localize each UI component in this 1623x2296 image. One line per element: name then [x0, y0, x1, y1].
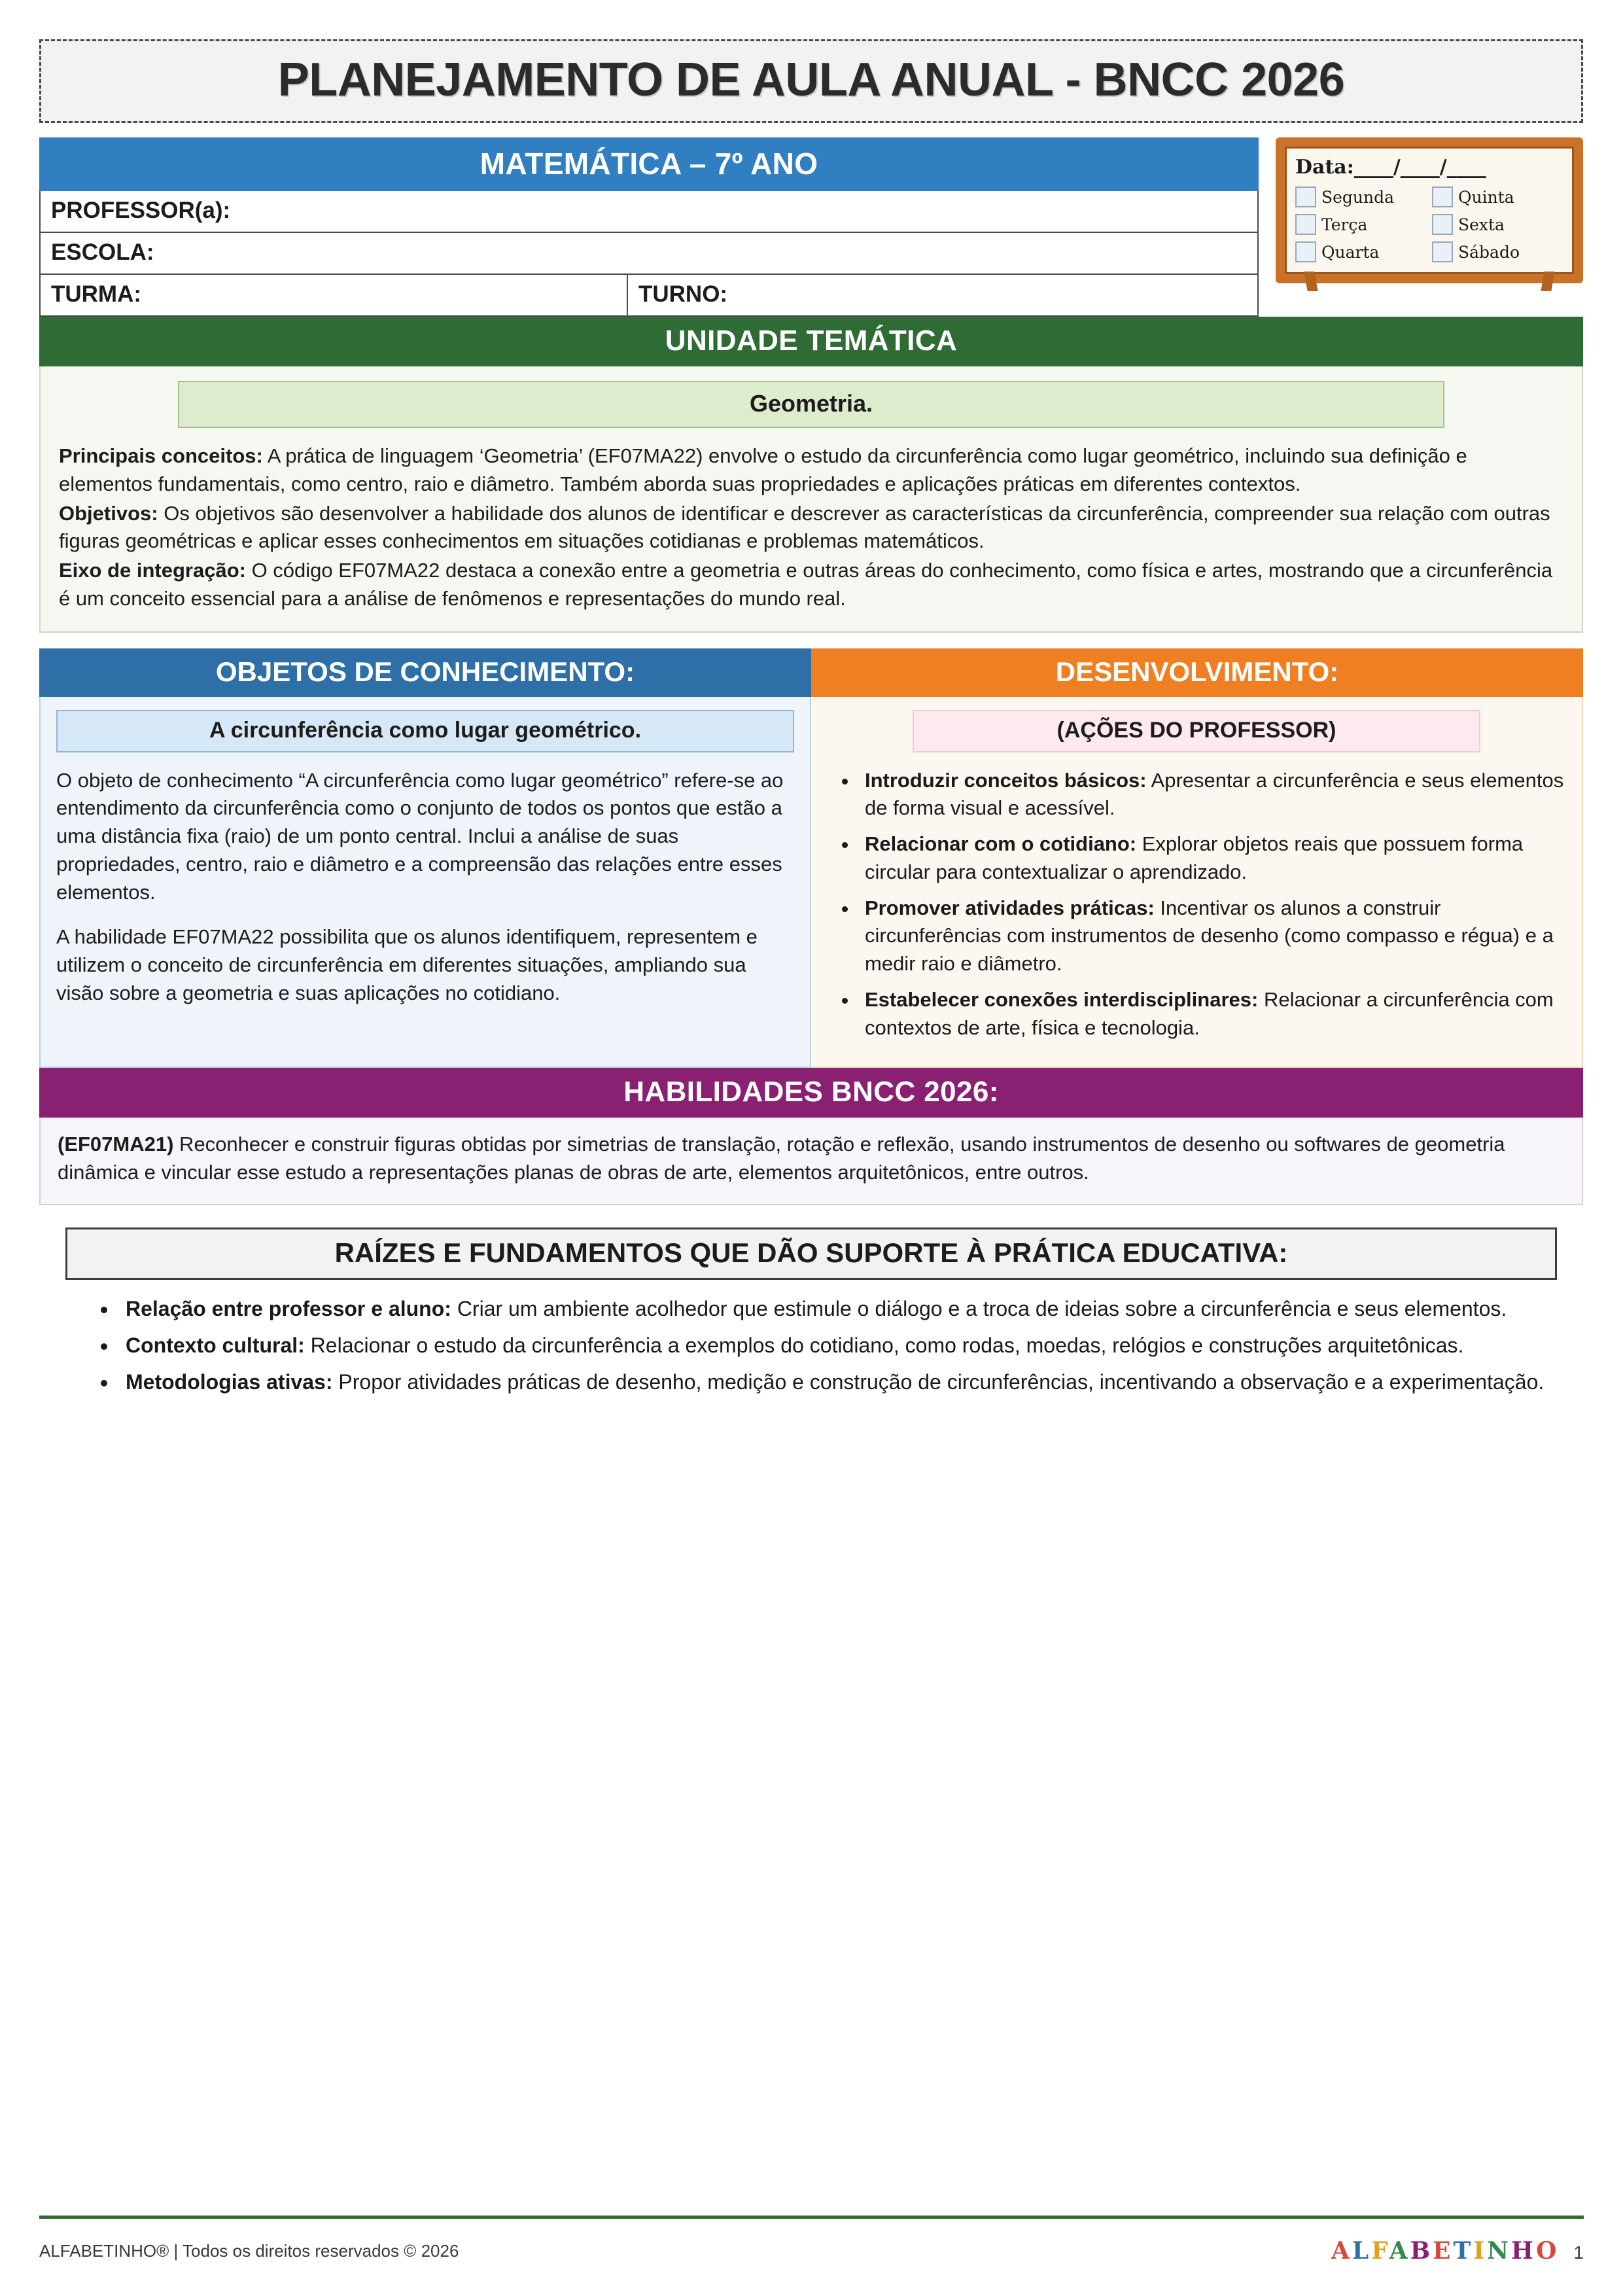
objetos-pill: A circunferência como lugar geométrico.: [56, 710, 794, 752]
document-title-box: [39, 39, 1583, 123]
page-title: PLANEJAMENTO DE AULA ANUAL - BNCC 2026: [277, 54, 1345, 106]
date-label: Data:____/____/____: [1295, 156, 1486, 179]
weekday-item-terca[interactable]: [1295, 214, 1427, 235]
footer-copyright: ALFABETINHO® | Todos os direitos reservados © 2026: [39, 2240, 459, 2261]
list-item: [118, 1368, 1583, 1396]
checkbox-segunda[interactable]: [1295, 186, 1316, 207]
escola-label: ESCOLA:: [51, 239, 154, 265]
habilidades-banner: HABILIDADES BNCC 2026:: [39, 1068, 1583, 1118]
unidade-label-objetivos: Objetivos:: [59, 501, 158, 525]
unidade-text-conceitos: A prática de linguagem ‘Geometria’ (EF07MA22) envolve o estudo da circunferência como lugar geométrico, incluindo sua definição e elementos fundamentais, como centro, raio e diâmetro. Também aborda suas propriedades e aplicações práticas em diferentes contextos.: [59, 444, 1467, 495]
objetos-paragraph-1: O objeto de conhecimento “A circunferência como lugar geométrico” refere-se ao entendimento da circunferência como o conjunto de todos os pontos que estão a uma distância fixa (raio) de um ponto central. Inclui a análise de suas propriedades, centro, raio e diâmetro e a compreensão das relações entre esses elementos.: [56, 768, 784, 904]
weekday-item-segunda[interactable]: [1295, 186, 1427, 207]
raizes-text-0: Criar um ambiente acolhedor que estimule o diálogo e a troca de ideias sobre a circunferência e seus elementos.: [451, 1297, 1507, 1321]
desenvolvimento-list: [827, 767, 1566, 1042]
weekday-item-quarta[interactable]: [1295, 241, 1427, 262]
raizes-text-1: Relacionar o estudo da circunferência a exemplos do cotidiano, como rodas, moedas, relógios e construções arquitetônicas.: [304, 1333, 1464, 1358]
weekday-item-sexta[interactable]: [1432, 214, 1563, 235]
unidade-paragraph-conceitos: [59, 442, 1563, 499]
raizes-label-1: Contexto cultural:: [126, 1333, 305, 1358]
two-column-body: [39, 697, 1583, 1069]
date-board: [1276, 137, 1583, 283]
desenvolvimento-text-1: Explorar objetos reais que possuem forma circular para contextualizar o aprendizado.: [865, 832, 1524, 883]
objetos-banner: OBJETOS DE CONHECIMENTO:: [39, 648, 811, 697]
raizes-section: [39, 1227, 1583, 1396]
weekday-item-sabado[interactable]: [1432, 241, 1563, 262]
desenvolvimento-label-0: Introduzir conceitos básicos:: [865, 768, 1147, 792]
raizes-list: [39, 1294, 1583, 1396]
checkbox-terca[interactable]: [1295, 214, 1316, 235]
habilidades-text: Reconhecer e construir figuras obtidas por simetrias de translação, rotação e reflexão, usando instrumentos de desenho ou softwares de geometria dinâmica e vincular esse estudo a representações planas de obras de arte, elementos arquitetônicos, entre outros.: [58, 1133, 1505, 1184]
unidade-label-eixo: Eixo de integração:: [59, 559, 246, 582]
desenvolvimento-text-3: Relacionar a circunferência com contextos de arte, física e tecnologia.: [865, 987, 1554, 1039]
two-column-headers: [39, 648, 1583, 697]
unidade-tematica-pill: Geometria.: [178, 381, 1444, 428]
weekday-label-segunda: Segunda: [1321, 187, 1395, 207]
list-item: [118, 1331, 1583, 1360]
turma-label: TURMA:: [51, 281, 142, 307]
unidade-label-conceitos: Principais conceitos:: [59, 444, 263, 467]
page-content: [39, 39, 1583, 1404]
desenvolvimento-column: [811, 697, 1583, 1069]
unidade-text-objetivos: Os objetivos são desenvolver a habilidade dos alunos de identificar e descrever as características da circunferência, compreender sua relação com outras figuras geométricas e aplicar esses conhecimentos em situações cotidianas e problemas matemáticos.: [59, 501, 1550, 553]
page-number: 1: [1573, 2242, 1584, 2263]
weekday-checklist: [1295, 186, 1563, 262]
list-item: [858, 767, 1566, 823]
header-row: [39, 137, 1583, 317]
objetos-column: [39, 697, 811, 1069]
weekday-label-quinta: Quinta: [1458, 187, 1514, 207]
raizes-label-0: Relação entre professor e aluno:: [126, 1297, 451, 1321]
raizes-heading: RAÍZES E FUNDAMENTOS QUE DÃO SUPORTE À PRÁTICA EDUCATIVA:: [65, 1227, 1557, 1280]
desenvolvimento-pill: (AÇÕES DO PROFESSOR): [913, 710, 1480, 752]
professor-label: PROFESSOR(a):: [51, 198, 231, 223]
desenvolvimento-label-1: Relacionar com o cotidiano:: [865, 832, 1137, 856]
desenvolvimento-label-2: Promover atividades práticas:: [865, 896, 1155, 919]
turno-label: TURNO:: [627, 275, 1257, 315]
desenvolvimento-banner: DESENVOLVIMENTO:: [811, 648, 1583, 697]
unidade-paragraph-objetivos: [59, 500, 1563, 556]
footer-divider: [39, 2216, 1584, 2219]
checkbox-sexta[interactable]: [1432, 214, 1453, 235]
unidade-text-eixo: O código EF07MA22 destaca a conexão entre a geometria e outras áreas do conhecimento, como física e artes, mostrando que a circunferência é um conceito essencial para a análise de fenômenos e representações do mundo real.: [59, 559, 1553, 610]
checkbox-quinta[interactable]: [1432, 186, 1453, 207]
weekday-label-terca: Terça: [1321, 215, 1368, 234]
objetos-paragraph-2: A habilidade EF07MA22 possibilita que os alunos identifiquem, representem e utilizem o conceito de circunferência em diferentes situações, ampliando sua visão sobre a geometria e suas aplicações no cotidiano.: [56, 925, 758, 1004]
escola-row: [39, 233, 1259, 275]
page-footer: [39, 2237, 1584, 2265]
brand-logo: ALFABETINHO: [1331, 2237, 1560, 2265]
footer-right: [1331, 2237, 1584, 2265]
list-item: [858, 894, 1566, 978]
weekday-item-quinta[interactable]: [1432, 186, 1563, 207]
turma-turno-row: [39, 275, 1259, 317]
desenvolvimento-text-0: Apresentar a circunferência e seus elementos de forma visual e acessível.: [865, 768, 1564, 820]
unidade-tematica-banner: UNIDADE TEMÁTICA: [39, 317, 1583, 366]
weekday-label-sexta: Sexta: [1458, 215, 1505, 234]
raizes-label-2: Metodologias ativas:: [126, 1370, 333, 1394]
habilidades-paragraph: [58, 1131, 1565, 1187]
professor-row: [39, 191, 1259, 233]
checkbox-sabado[interactable]: [1432, 241, 1453, 262]
raizes-text-2: Propor atividades práticas de desenho, medição e construção de circunferências, incentivando a observação e a experimentação.: [332, 1370, 1544, 1394]
unidade-tematica-body: [39, 366, 1583, 633]
unidade-paragraph-eixo: [59, 557, 1563, 613]
desenvolvimento-text-2: Incentivar os alunos a construir circunferências com instrumentos de desenho (como compasso e régua) e a medir raio e diâmetro.: [865, 896, 1554, 976]
weekday-label-sabado: Sábado: [1458, 242, 1520, 262]
checkbox-quarta[interactable]: [1295, 241, 1316, 262]
habilidades-body: [39, 1118, 1583, 1205]
header-left: [39, 137, 1259, 317]
desenvolvimento-label-3: Estabelecer conexões interdisciplinares:: [865, 987, 1259, 1011]
list-item: [858, 830, 1566, 887]
habilidades-code: (EF07MA21): [58, 1133, 174, 1156]
subject-bar: MATEMÁTICA – 7º ANO: [39, 137, 1259, 191]
list-item: [858, 986, 1566, 1042]
list-item: [118, 1294, 1583, 1323]
weekday-label-quarta: Quarta: [1321, 242, 1380, 262]
